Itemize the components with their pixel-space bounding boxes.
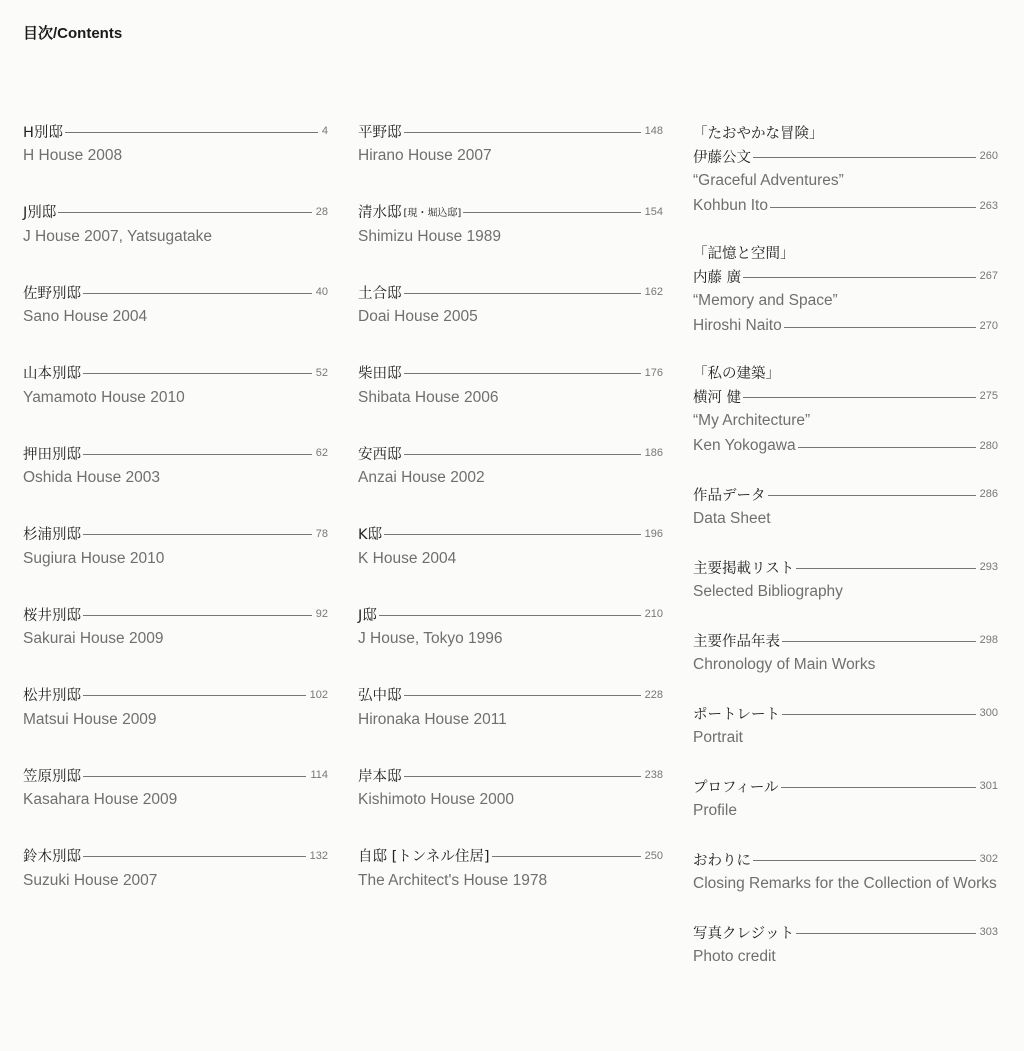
toc-entry-title-en: Sugiura House 2010 xyxy=(23,549,165,567)
toc-entry[interactable] xyxy=(358,523,663,570)
page-number: 186 xyxy=(644,447,663,459)
toc-entry-ja-line xyxy=(23,845,328,867)
page-number: 280 xyxy=(979,440,998,452)
toc-entry-title-en: Doai House 2005 xyxy=(358,308,478,325)
toc-entry-ja-line xyxy=(358,201,663,223)
toc-entry[interactable] xyxy=(358,442,663,489)
leader-line xyxy=(404,293,641,294)
toc-entry-title-ja: 岸本邸 xyxy=(358,768,402,785)
toc-entry-ja-line xyxy=(23,201,328,223)
toc-entry-title-ja: 柴田邸 xyxy=(358,366,402,382)
page-number: 263 xyxy=(979,200,998,212)
toc-entry-note: [現・堀込邸] xyxy=(403,208,462,219)
essay-author-en: Ken Yokogawa xyxy=(693,437,796,454)
leader-line xyxy=(743,277,976,278)
toc-entry-ja-line xyxy=(358,764,663,786)
toc-entry-title-ja: 鈴木別邸 xyxy=(23,849,81,865)
toc-entry[interactable] xyxy=(693,629,998,676)
toc-entry[interactable] xyxy=(358,201,663,248)
essay-title-ja: 「たおやかな冒険」 xyxy=(693,126,824,142)
toc-entry-title-en: Matsui House 2009 xyxy=(23,710,157,728)
toc-entry-title-ja: 土合邸 xyxy=(358,285,402,302)
toc-entry-title-en: Selected Bibliography xyxy=(693,583,843,600)
toc-entry-title-en: Shimizu House 1989 xyxy=(358,227,502,245)
toc-entry-ja-line xyxy=(358,281,663,303)
leader-line xyxy=(768,495,976,496)
leader-line xyxy=(782,641,976,642)
leader-line xyxy=(404,132,641,133)
page-number: 78 xyxy=(315,527,328,540)
toc-entry-title-ja: 主要作品年表 xyxy=(693,633,780,650)
essay-author-ja: 横河 健 xyxy=(693,389,742,406)
toc-entry-title-en: Anzai House 2002 xyxy=(358,469,485,486)
leader-line xyxy=(83,454,312,455)
leader-line xyxy=(83,856,306,857)
toc-entry-ja-line xyxy=(693,483,998,505)
essay-title-ja: 「私の建築」 xyxy=(693,366,780,382)
toc-entry[interactable] xyxy=(23,764,328,811)
toc-entry[interactable] xyxy=(358,362,663,409)
essay-entry[interactable] xyxy=(693,243,998,337)
toc-entry-title-en: K House 2004 xyxy=(358,549,457,567)
toc-entry-title-en: Kasahara House 2009 xyxy=(23,791,178,808)
leader-line xyxy=(463,212,640,213)
page-number: 302 xyxy=(979,853,998,865)
toc-entry-ja-line xyxy=(693,702,998,724)
toc-entry-title-ja: 桜井別邸 xyxy=(23,607,81,624)
leader-line xyxy=(58,212,311,213)
page-number: 260 xyxy=(979,150,998,162)
toc-entry-title-ja: 平野邸 xyxy=(358,124,402,141)
page-number: 176 xyxy=(644,366,663,379)
toc-entry[interactable] xyxy=(693,848,998,895)
page-number: 62 xyxy=(315,447,328,459)
page-number: 298 xyxy=(979,634,998,646)
toc-entry[interactable] xyxy=(358,120,663,167)
toc-entry[interactable] xyxy=(693,702,998,749)
toc-entry-title-ja: 押田別邸 xyxy=(23,446,81,463)
toc-entry-ja-line xyxy=(693,775,998,797)
toc-entry-title-ja: 写真クレジット xyxy=(693,925,795,942)
toc-column-2 xyxy=(358,120,663,925)
toc-entry-ja-line xyxy=(23,684,328,706)
toc-entry-title-ja: ポートレート xyxy=(693,706,780,723)
toc-entry-ja-line xyxy=(693,921,998,943)
essay-author-ja-line xyxy=(693,145,998,167)
toc-entry[interactable] xyxy=(693,775,998,822)
toc-entry-ja-line xyxy=(23,362,328,384)
toc-entry[interactable] xyxy=(23,442,328,489)
essay-author-en-line xyxy=(693,315,998,337)
toc-entry-title-en: Hironaka House 2011 xyxy=(358,710,507,728)
toc-entry-ja-line xyxy=(358,684,663,706)
toc-entry-ja-line xyxy=(358,845,663,867)
page-number: 293 xyxy=(979,561,998,573)
toc-entry-title-en: H House 2008 xyxy=(23,147,123,164)
toc-entry-title-ja: 自邸 [トンネル住居] xyxy=(358,849,490,865)
page-number: 154 xyxy=(644,205,663,218)
toc-entry-title-en: Kishimoto House 2000 xyxy=(358,791,514,808)
toc-entry-ja-line xyxy=(23,764,328,786)
toc-entry-title-ja: 山本別邸 xyxy=(23,366,81,382)
toc-entry-title-en: Chronology of Main Works xyxy=(693,656,876,673)
essays-section xyxy=(693,123,998,457)
page-number: 102 xyxy=(309,688,328,701)
leader-line xyxy=(83,776,306,777)
toc-entry-ja-line xyxy=(693,556,998,578)
toc-entry-title-ja: 笠原別邸 xyxy=(23,768,81,785)
toc-entry-title-ja: おわりに xyxy=(693,852,751,869)
toc-entry-title-ja: 佐野別邸 xyxy=(23,285,81,302)
toc-entry[interactable] xyxy=(23,684,328,731)
essay-author-en: Hiroshi Naito xyxy=(693,317,782,334)
page-number: 275 xyxy=(979,390,998,402)
leader-line xyxy=(743,397,976,398)
page-number: 303 xyxy=(979,926,998,938)
toc-entry-ja-line xyxy=(23,281,328,303)
toc-entry-title-ja: 清水邸 xyxy=(358,205,402,221)
page-number: 300 xyxy=(979,707,998,719)
leader-line xyxy=(83,293,312,294)
leader-line xyxy=(784,327,976,328)
toc-entry[interactable] xyxy=(23,201,328,248)
toc-entry-ja-line xyxy=(358,523,663,545)
leader-line xyxy=(753,860,976,861)
toc-entry-title-en: Portrait xyxy=(693,729,743,746)
leader-line xyxy=(770,207,976,208)
page-number: 52 xyxy=(315,366,328,379)
page-number: 250 xyxy=(644,849,663,862)
page-number: 132 xyxy=(309,849,328,862)
toc-entry[interactable] xyxy=(693,483,998,530)
toc-entry[interactable] xyxy=(358,603,663,650)
page-number: 270 xyxy=(979,320,998,332)
leader-line xyxy=(379,615,641,616)
page-number: 114 xyxy=(310,769,328,781)
toc-entry-title-ja: 杉浦別邸 xyxy=(23,527,81,543)
essay-author-en-line xyxy=(693,195,998,217)
essay-title-ja: 「記憶と空間」 xyxy=(693,246,795,262)
leader-line xyxy=(781,787,976,788)
toc-entry-title-ja: 作品データ xyxy=(693,487,766,504)
toc-entry-title-en: Photo credit xyxy=(693,948,776,965)
toc-entry-title-ja: K邸 xyxy=(358,527,383,543)
essay-author-en-line xyxy=(693,435,998,457)
toc-entry-title-en: Yamamoto House 2010 xyxy=(23,388,185,406)
toc-entry-title-en: Profile xyxy=(693,802,737,819)
page-number: 286 xyxy=(979,488,998,500)
page-number: 4 xyxy=(321,125,328,137)
toc-entry-ja-line xyxy=(358,442,663,464)
page-number: 162 xyxy=(644,286,663,298)
page-number: 301 xyxy=(979,780,998,792)
page-number: 238 xyxy=(644,769,663,781)
toc-entry-ja-line xyxy=(358,362,663,384)
leader-line xyxy=(404,695,641,696)
toc-entry-title-en: Sakurai House 2009 xyxy=(23,630,164,647)
toc-entry-ja-line xyxy=(23,120,328,142)
toc-column-1 xyxy=(23,120,328,925)
page-number: 40 xyxy=(315,286,328,298)
appendix-section xyxy=(693,483,998,968)
toc-entry-ja-line xyxy=(358,603,663,625)
page-number: 28 xyxy=(315,205,328,218)
page-number: 196 xyxy=(644,527,663,540)
essay-author-ja-line xyxy=(693,385,998,407)
toc-entry[interactable] xyxy=(358,684,663,731)
essay-entry[interactable] xyxy=(693,123,998,217)
leader-line xyxy=(753,157,976,158)
toc-entry-title-en: Closing Remarks for the Collection of Works xyxy=(693,875,997,892)
leader-line xyxy=(796,568,975,569)
leader-line xyxy=(796,933,976,934)
essay-title-en: “Memory and Space” xyxy=(693,292,838,309)
page-title: 目次/Contents xyxy=(23,25,123,42)
toc-entry-ja-line xyxy=(23,442,328,464)
toc-column-3 xyxy=(693,120,998,994)
leader-line xyxy=(404,373,641,374)
toc-entry-title-ja: H別邸 xyxy=(23,124,63,141)
toc-entry[interactable] xyxy=(23,362,328,409)
essay-author-en: Kohbun Ito xyxy=(693,197,768,214)
page-number: 267 xyxy=(979,270,998,282)
leader-line xyxy=(798,447,976,448)
toc-entry-title-ja: J邸 xyxy=(358,607,377,624)
toc-entry[interactable] xyxy=(358,764,663,811)
leader-line xyxy=(83,534,312,535)
leader-line xyxy=(492,856,641,857)
page-number: 92 xyxy=(315,608,328,620)
essay-entry[interactable] xyxy=(693,363,998,457)
essay-author-ja: 伊藤公文 xyxy=(693,149,751,166)
toc-entry-ja-line xyxy=(358,120,663,142)
toc-entry-title-en: Hirano House 2007 xyxy=(358,147,492,164)
toc-entry-title-en: J House, Tokyo 1996 xyxy=(358,630,503,647)
essay-author-ja-line xyxy=(693,265,998,287)
toc-entry-title-en: Oshida House 2003 xyxy=(23,469,161,486)
toc-entry[interactable] xyxy=(358,845,663,892)
toc-entry[interactable] xyxy=(23,281,328,328)
toc-entry[interactable] xyxy=(23,845,328,892)
essay-title-en: “My Architecture” xyxy=(693,412,811,429)
leader-line xyxy=(384,534,641,535)
leader-line xyxy=(83,615,312,616)
toc-entry-title-en: Sano House 2004 xyxy=(23,308,148,325)
toc-entry-title-ja: 松井別邸 xyxy=(23,688,81,704)
toc-entry[interactable] xyxy=(23,120,328,167)
leader-line xyxy=(83,695,306,696)
leader-line xyxy=(404,454,641,455)
toc-entry-title-ja: 安西邸 xyxy=(358,446,402,463)
toc-entry-ja-line xyxy=(693,629,998,651)
leader-line xyxy=(83,373,312,374)
essay-title-en: “Graceful Adventures” xyxy=(693,172,844,189)
toc-entry-ja-line xyxy=(23,523,328,545)
toc-entry-title-en: Suzuki House 2007 xyxy=(23,871,158,889)
toc-entry-title-ja: J別邸 xyxy=(23,205,57,221)
page-number: 228 xyxy=(644,688,663,701)
toc-entry[interactable] xyxy=(358,281,663,328)
toc-entry-title-en: Data Sheet xyxy=(693,510,771,527)
page-number: 210 xyxy=(644,608,663,620)
leader-line xyxy=(65,132,318,133)
toc-entry[interactable] xyxy=(693,921,998,968)
toc-entry-title-en: Shibata House 2006 xyxy=(358,388,499,406)
toc-entry[interactable] xyxy=(23,603,328,650)
toc-entry-ja-line xyxy=(693,848,998,870)
essay-author-ja: 内藤 廣 xyxy=(693,269,742,286)
toc-entry[interactable] xyxy=(23,523,328,570)
toc-entry[interactable] xyxy=(693,556,998,603)
toc-entry-title-en: The Architect's House 1978 xyxy=(358,871,548,889)
leader-line xyxy=(782,714,976,715)
leader-line xyxy=(404,776,641,777)
toc-entry-title-ja: 弘中邸 xyxy=(358,688,402,704)
toc-entry-title-ja: プロフィール xyxy=(693,779,779,796)
page-number: 148 xyxy=(644,125,663,137)
toc-entry-title-en: J House 2007, Yatsugatake xyxy=(23,227,213,245)
toc-entry-title-ja: 主要掲載リスト xyxy=(693,560,795,577)
toc-entry-ja-line xyxy=(23,603,328,625)
